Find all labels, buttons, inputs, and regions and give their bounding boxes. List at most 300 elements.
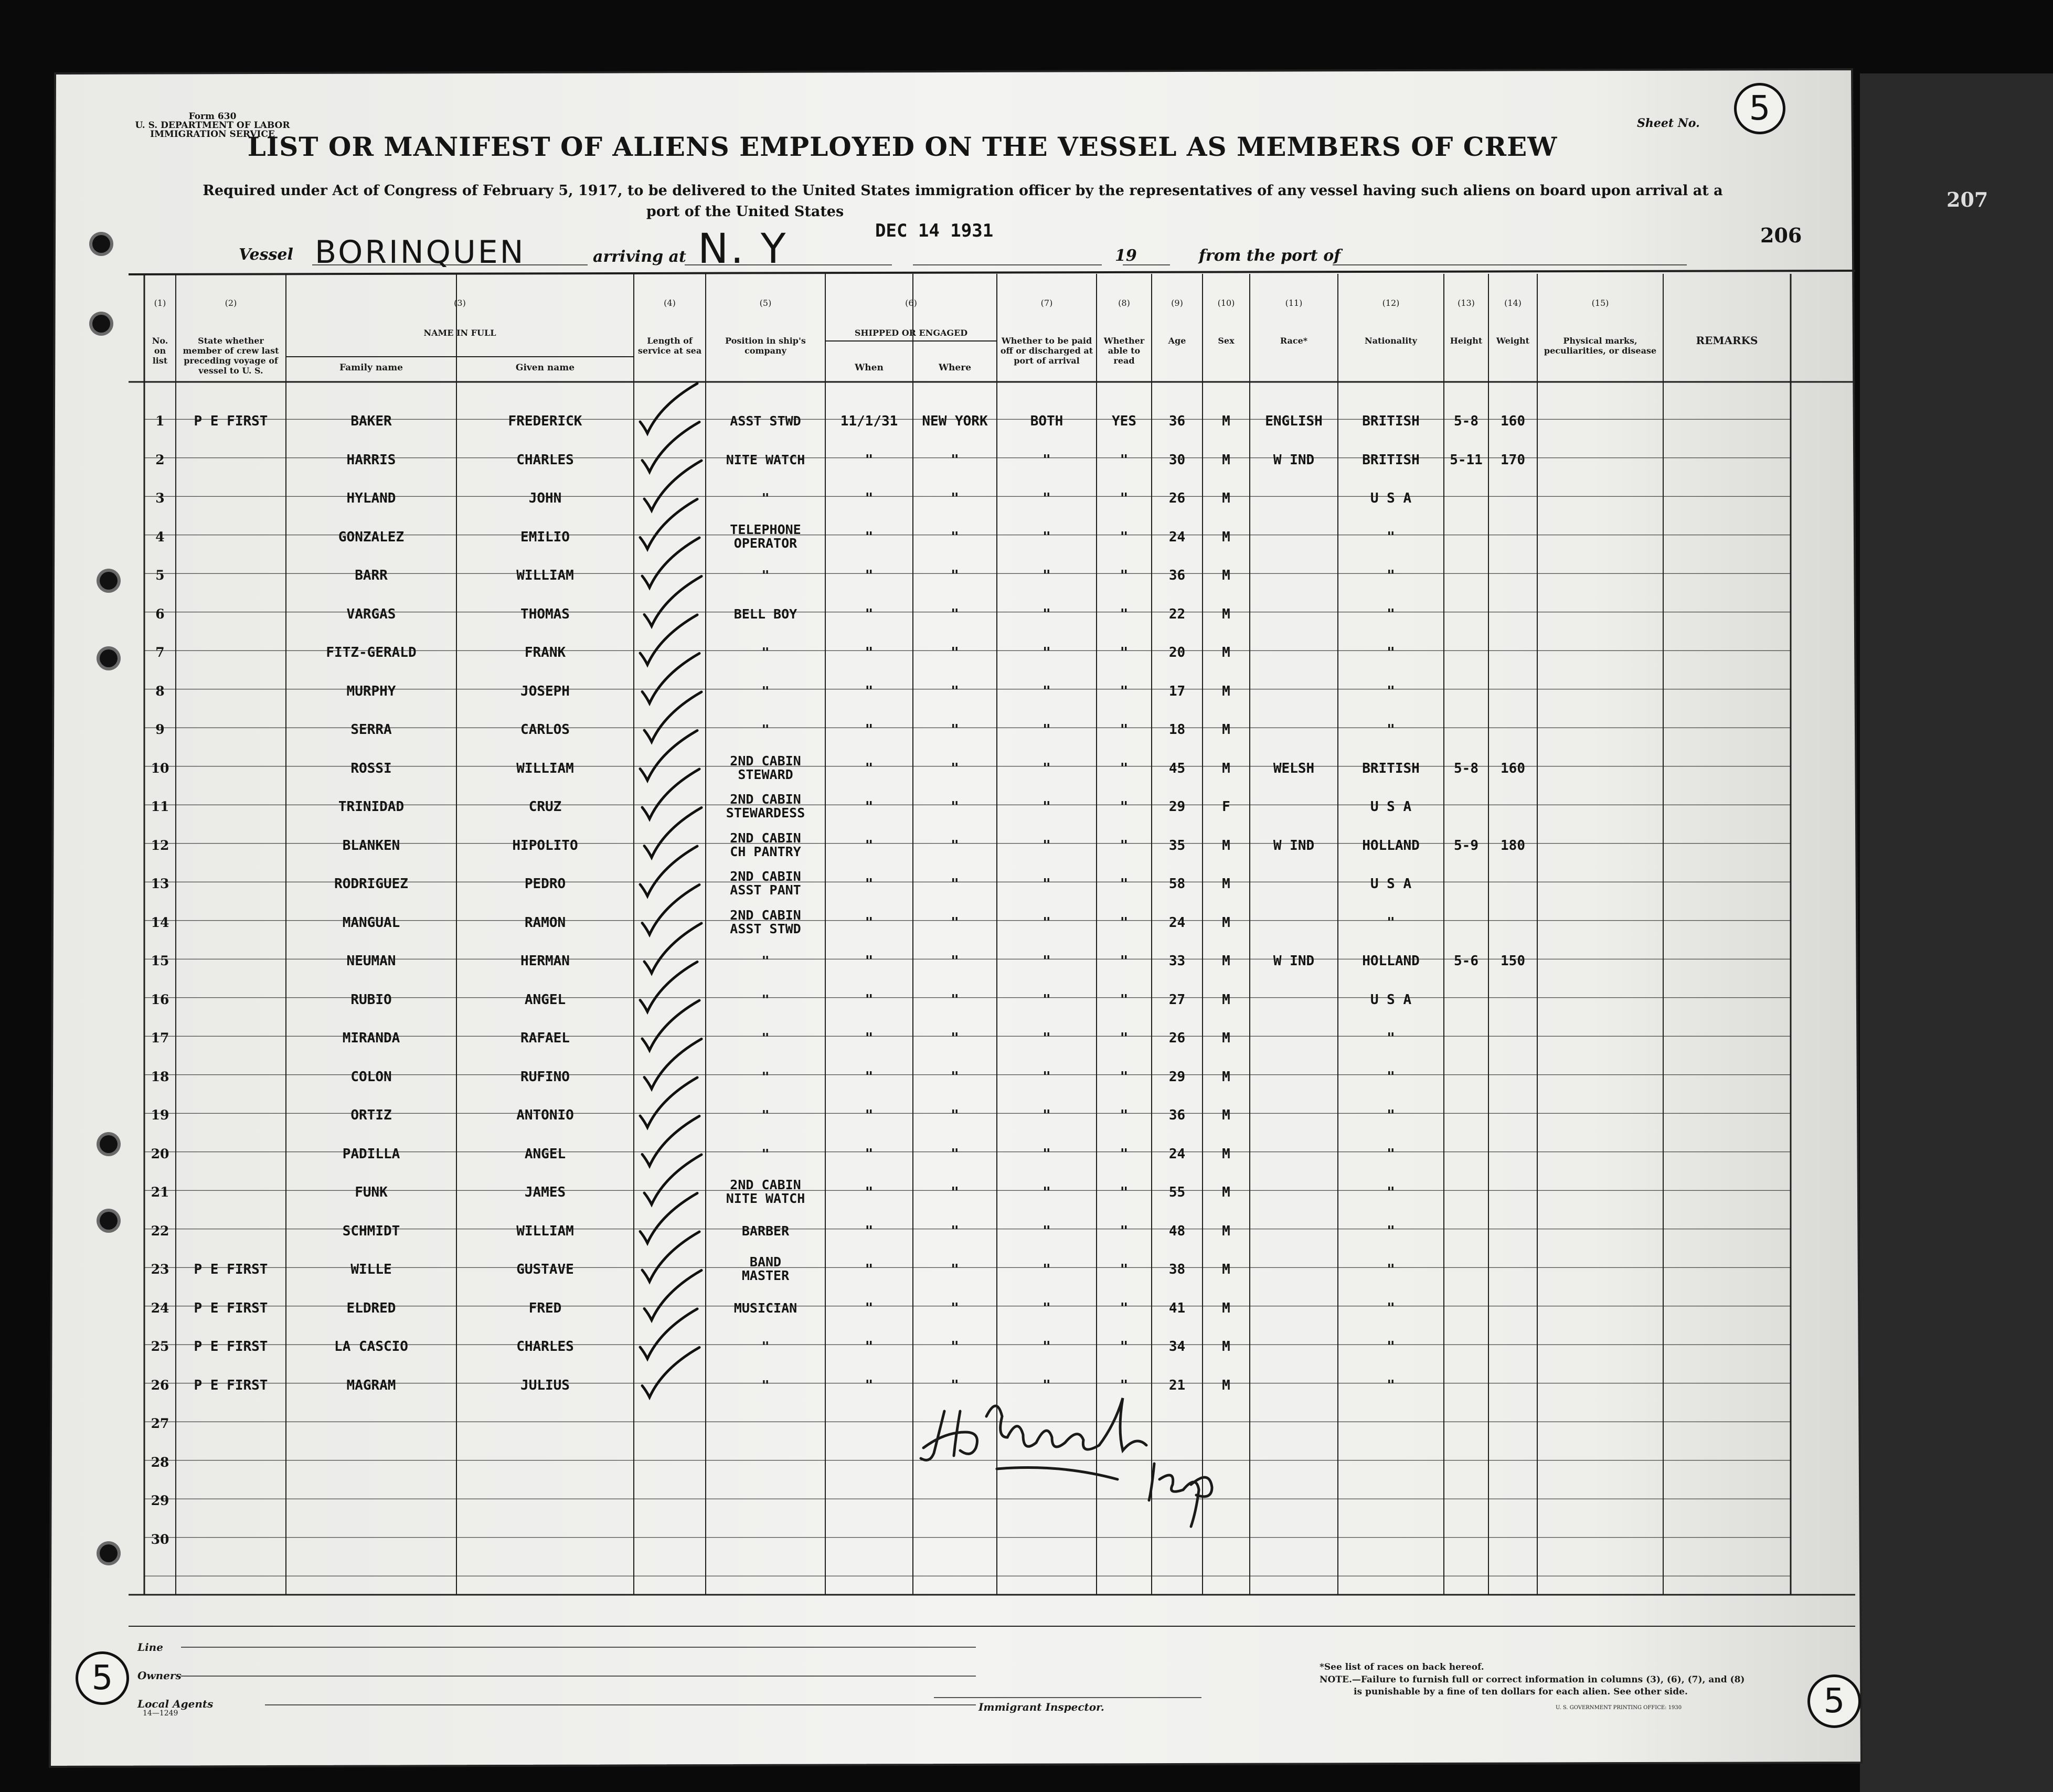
cell-family: HYLAND <box>346 490 396 506</box>
cell-nat: BRITISH <box>1362 452 1420 468</box>
cell-where: " <box>951 722 959 738</box>
cell-read: " <box>1120 1262 1129 1277</box>
cell-position: NITE WATCH <box>726 1191 805 1206</box>
cell-given: JOSEPH <box>520 683 570 699</box>
cell-position: MUSICIAN <box>733 1300 797 1316</box>
cell-nat: " <box>1387 645 1395 660</box>
cell-age: 34 <box>1168 1339 1186 1354</box>
cell-read: " <box>1120 953 1129 969</box>
cell-where: " <box>951 1069 959 1085</box>
cell-nat: " <box>1387 683 1395 699</box>
cell-sex: M <box>1222 1339 1230 1354</box>
cell-where: " <box>951 1339 959 1354</box>
cell-sex: M <box>1222 760 1230 776</box>
cell-nat: " <box>1387 568 1395 583</box>
cell-position: " <box>761 1030 770 1046</box>
cell-age: 24 <box>1168 529 1186 545</box>
cell-read: " <box>1120 991 1129 1008</box>
cell-given: FREDERICK <box>508 413 582 429</box>
cell-no: 13 <box>151 876 169 891</box>
cell-family: GONZALEZ <box>338 529 405 545</box>
sheet-circle-right: 5 <box>1807 1674 1861 1728</box>
cell-no: 20 <box>151 1146 169 1161</box>
cell-when: " <box>865 1339 874 1354</box>
cell-position: STEWARD <box>738 766 793 782</box>
cell-no: 6 <box>155 606 165 622</box>
cell-race: W IND <box>1273 953 1315 969</box>
cell-sex: M <box>1222 529 1230 545</box>
cell-read: " <box>1120 1185 1129 1200</box>
cell-when: " <box>865 991 874 1008</box>
cell-position: 2ND CABIN <box>730 907 801 923</box>
cell-family: MANGUAL <box>342 914 400 931</box>
punch-hole <box>92 235 110 253</box>
cell-no: 16 <box>151 991 169 1007</box>
cell-race: W IND <box>1273 452 1315 468</box>
cell-sex: M <box>1222 991 1230 1008</box>
cell-position: BARBER <box>741 1223 790 1239</box>
column-number: (15) <box>1591 298 1609 308</box>
cell-family: FUNK <box>355 1185 388 1200</box>
right-margin-strip <box>1860 73 2053 1792</box>
cell-nat: HOLLAND <box>1362 953 1420 969</box>
cell-prev: P E FIRST <box>194 413 268 429</box>
cell-age: 26 <box>1168 490 1186 506</box>
cell-paid: " <box>1043 1107 1051 1123</box>
cell-paid: " <box>1043 1377 1051 1393</box>
cell-read: " <box>1120 1339 1129 1354</box>
punch-hole <box>100 649 118 667</box>
cell-paid: " <box>1043 606 1051 622</box>
cell-no: 3 <box>155 490 165 506</box>
cell-when: " <box>865 452 874 468</box>
column-header: REMARKS <box>1696 334 1758 347</box>
cell-age: 24 <box>1168 1146 1186 1162</box>
cell-paid: " <box>1043 1146 1051 1162</box>
cell-paid: " <box>1043 1185 1051 1200</box>
cell-read: " <box>1120 760 1129 776</box>
cell-when: " <box>865 1146 874 1162</box>
cell-family: SERRA <box>350 722 392 738</box>
cell-nat: " <box>1387 1339 1395 1354</box>
cell-nat: " <box>1387 1300 1395 1316</box>
cell-read: " <box>1120 1030 1129 1046</box>
cell-nat: " <box>1387 1107 1395 1123</box>
cell-no: 29 <box>151 1493 169 1508</box>
cell-given: CRUZ <box>528 799 562 815</box>
cell-no: 28 <box>151 1454 169 1470</box>
column-number: (8) <box>1118 298 1130 308</box>
cell-age: 21 <box>1168 1377 1186 1393</box>
cell-height: 5-11 <box>1450 452 1483 468</box>
cell-age: 26 <box>1168 1030 1186 1046</box>
cell-family: ORTIZ <box>350 1107 392 1123</box>
cell-read: " <box>1120 683 1129 699</box>
vessel-label: Vessel <box>239 246 293 264</box>
cell-when: " <box>865 1223 874 1239</box>
cell-family: VARGAS <box>346 606 396 622</box>
cell-no: 25 <box>151 1339 169 1354</box>
column-subheader: When <box>855 362 884 373</box>
cell-sex: M <box>1222 1377 1230 1393</box>
sheet-number: 5 <box>1734 83 1785 134</box>
column-header: Length of service at sea <box>637 336 702 356</box>
service-name: IMMIGRATION SERVICE <box>150 129 275 140</box>
cell-given: EMILIO <box>520 529 570 545</box>
form-subtitle-line1: Required under Act of Congress of February 5, 1917, to be delivered to the United States immigration officer by the representatives of any vessel having such aliens on board upon arrival at a <box>203 183 1723 199</box>
cell-no: 27 <box>151 1416 169 1431</box>
cell-position: " <box>761 568 770 583</box>
cell-position: ASST STWD <box>730 921 801 936</box>
cell-age: 36 <box>1168 1107 1186 1123</box>
column-number: (2) <box>225 298 237 308</box>
column-subheader: Where <box>938 362 972 373</box>
cell-read: " <box>1120 606 1129 622</box>
cell-nat: " <box>1387 914 1395 931</box>
cell-age: 55 <box>1168 1185 1186 1200</box>
cell-sex: M <box>1222 1030 1230 1046</box>
cell-given: RUFINO <box>520 1069 570 1085</box>
cell-age: 33 <box>1168 953 1186 969</box>
cell-nat: " <box>1387 1377 1395 1393</box>
cell-age: 24 <box>1168 914 1186 931</box>
cell-nat: " <box>1387 1069 1395 1085</box>
cell-sex: M <box>1222 413 1230 429</box>
cell-paid: " <box>1043 1223 1051 1239</box>
cell-age: 18 <box>1168 722 1186 738</box>
cell-height: 5-8 <box>1454 760 1478 776</box>
cell-age: 29 <box>1168 799 1186 815</box>
cell-read: " <box>1120 722 1129 738</box>
cell-where: " <box>951 799 959 815</box>
cell-family: MIRANDA <box>342 1030 400 1046</box>
cell-position: " <box>761 490 770 506</box>
cell-sex: M <box>1222 1300 1230 1316</box>
cell-where: " <box>951 683 959 699</box>
cell-position: 2ND CABIN <box>730 792 801 807</box>
cell-given: JOHN <box>528 490 562 506</box>
cell-prev: P E FIRST <box>194 1300 268 1316</box>
sheet-circle-left: 5 <box>76 1651 129 1705</box>
cell-age: 48 <box>1168 1223 1186 1239</box>
cell-read: " <box>1120 1300 1129 1316</box>
cell-given: JAMES <box>524 1185 566 1200</box>
cell-no: 4 <box>155 529 165 545</box>
column-header: NAME IN FULL <box>423 328 496 338</box>
cell-position: CH PANTRY <box>730 844 801 859</box>
cell-read: " <box>1120 529 1129 545</box>
footer-agents-code: 14—1249 <box>143 1709 178 1718</box>
cell-when: " <box>865 1377 874 1393</box>
department-name: U. S. DEPARTMENT OF LABOR <box>135 120 290 131</box>
column-number: (11) <box>1285 298 1303 308</box>
cell-where: " <box>951 760 959 776</box>
cell-no: 18 <box>151 1069 169 1084</box>
cell-nat: " <box>1387 1262 1395 1277</box>
cell-position: STEWARDESS <box>726 805 805 820</box>
cell-paid: " <box>1043 529 1051 545</box>
punch-hole <box>100 572 118 590</box>
column-number: (7) <box>1040 298 1053 308</box>
cell-paid: " <box>1043 683 1051 699</box>
footer-line-label: Line <box>137 1641 163 1654</box>
cell-family: WILLE <box>350 1262 392 1277</box>
cell-when: " <box>865 799 874 815</box>
cell-family: RODRIGUEZ <box>334 876 408 892</box>
cell-nat: " <box>1387 1223 1395 1239</box>
cell-position: ASST STWD <box>730 413 801 429</box>
cell-when: " <box>865 1030 874 1046</box>
form-number: Form 630 <box>188 111 237 122</box>
cell-given: THOMAS <box>520 606 570 622</box>
cell-read: YES <box>1112 413 1136 429</box>
cell-position: " <box>761 645 770 660</box>
column-header: Height <box>1450 336 1483 346</box>
cell-sex: M <box>1222 452 1230 468</box>
cell-where: " <box>951 1146 959 1162</box>
cell-sex: M <box>1222 1185 1230 1200</box>
cell-position: " <box>761 683 770 699</box>
cell-no: 2 <box>155 452 165 467</box>
cell-paid: " <box>1043 722 1051 738</box>
column-header: Whether able to read <box>1103 336 1145 366</box>
cell-prev: P E FIRST <box>194 1262 268 1277</box>
form-subtitle-line2: port of the United States <box>646 204 844 220</box>
cell-position: " <box>761 991 770 1007</box>
cell-read: " <box>1120 1377 1129 1393</box>
cell-given: FRANK <box>524 645 566 660</box>
cell-given: WILLIAM <box>516 568 574 583</box>
cell-no: 12 <box>151 837 169 853</box>
column-number: (10) <box>1217 298 1235 308</box>
cell-position: 2ND CABIN <box>730 830 801 846</box>
cell-given: RAMON <box>524 914 566 931</box>
cell-when: " <box>865 837 874 854</box>
cell-position: NITE WATCH <box>726 452 805 467</box>
column-number: (14) <box>1504 298 1522 308</box>
cell-age: 22 <box>1168 606 1186 622</box>
year-label: 19 <box>1115 247 1137 265</box>
cell-when: " <box>865 683 874 699</box>
cell-no: 8 <box>155 683 165 699</box>
cell-read: " <box>1120 1223 1129 1239</box>
cell-sex: M <box>1222 876 1230 892</box>
cell-position: 2ND CABIN <box>730 1177 801 1192</box>
cell-when: " <box>865 529 874 545</box>
cell-when: " <box>865 1107 874 1123</box>
cell-paid: " <box>1043 914 1051 931</box>
cell-read: " <box>1120 645 1129 660</box>
cell-given: ANGEL <box>524 991 566 1008</box>
column-header: Race* <box>1280 336 1308 346</box>
from-port-label: from the port of <box>1199 247 1341 265</box>
cell-where: " <box>951 529 959 545</box>
cell-when: " <box>865 645 874 660</box>
cell-no: 11 <box>151 799 169 814</box>
cell-no: 5 <box>155 568 165 583</box>
column-number: (4) <box>664 298 676 308</box>
cell-nat: BRITISH <box>1362 413 1420 429</box>
cell-nat: BRITISH <box>1362 760 1420 776</box>
cell-where: " <box>951 1300 959 1316</box>
cell-read: " <box>1120 452 1129 468</box>
cell-given: HIPOLITO <box>512 837 578 854</box>
column-header: Sex <box>1218 336 1235 346</box>
cell-position: " <box>761 1339 770 1354</box>
cell-position: BELL BOY <box>733 606 797 622</box>
cell-family: COLON <box>350 1069 392 1085</box>
column-number: (3) <box>454 298 466 308</box>
cell-where: " <box>951 645 959 660</box>
cell-given: GUSTAVE <box>516 1262 574 1277</box>
cell-position: OPERATOR <box>733 535 797 551</box>
cell-when: " <box>865 606 874 622</box>
cell-read: " <box>1120 799 1129 815</box>
cell-nat: " <box>1387 606 1395 622</box>
cell-sex: M <box>1222 490 1230 506</box>
cell-given: CHARLES <box>516 1339 574 1354</box>
cell-where: " <box>951 1185 959 1200</box>
column-header: Nationality <box>1365 336 1417 346</box>
cell-when: " <box>865 1069 874 1085</box>
cell-where: " <box>951 914 959 931</box>
cell-paid: " <box>1043 1030 1051 1046</box>
cell-where: " <box>951 991 959 1008</box>
cell-where: " <box>951 1377 959 1393</box>
cell-age: 36 <box>1168 413 1186 429</box>
cell-when: " <box>865 568 874 583</box>
cell-when: " <box>865 953 874 969</box>
column-subheader: Given name <box>515 362 575 373</box>
sheet-label: Sheet No. <box>1637 116 1700 130</box>
cell-family: BAKER <box>350 413 392 429</box>
cell-where: " <box>951 1223 959 1239</box>
cell-no: 24 <box>151 1300 169 1316</box>
cell-when: 11/1/31 <box>840 413 898 429</box>
cell-prev: P E FIRST <box>194 1339 268 1354</box>
cell-no: 7 <box>155 645 165 660</box>
cell-paid: " <box>1043 1069 1051 1085</box>
cell-paid: " <box>1043 568 1051 583</box>
cell-paid: " <box>1043 991 1051 1008</box>
column-header: Age <box>1168 336 1186 346</box>
cell-where: " <box>951 837 959 854</box>
cell-sex: M <box>1222 568 1230 583</box>
cell-family: HARRIS <box>346 452 396 468</box>
column-header: No. on list <box>152 336 168 366</box>
cell-when: " <box>865 1300 874 1316</box>
cell-height: 5-6 <box>1454 953 1478 969</box>
cell-family: LA CASCIO <box>334 1339 408 1354</box>
column-header: Physical marks, peculiarities, or disease <box>1544 336 1657 356</box>
stamp-page-207: 207 <box>1946 188 1988 211</box>
vessel-name: BORINQUEN <box>315 234 526 271</box>
column-number: (13) <box>1458 298 1475 308</box>
cell-sex: M <box>1222 1262 1230 1277</box>
cell-paid: " <box>1043 837 1051 854</box>
cell-read: " <box>1120 837 1129 854</box>
cell-nat: U S A <box>1370 991 1412 1008</box>
cell-age: 58 <box>1168 876 1186 892</box>
cell-weight: 170 <box>1501 452 1525 468</box>
cell-no: 1 <box>155 413 165 429</box>
cell-where: " <box>951 1107 959 1123</box>
cell-weight: 150 <box>1501 953 1525 969</box>
punch-hole <box>92 315 110 333</box>
footer-owners-label: Owners <box>137 1669 182 1682</box>
cell-given: WILLIAM <box>516 760 574 776</box>
cell-nat: U S A <box>1370 876 1412 892</box>
cell-age: 38 <box>1168 1262 1186 1277</box>
footer-note-races: *See list of races on back hereof. <box>1320 1662 1484 1672</box>
cell-where: " <box>951 876 959 892</box>
cell-position: " <box>761 722 770 737</box>
cell-position: ASST PANT <box>730 882 801 898</box>
cell-race: ENGLISH <box>1265 413 1323 429</box>
cell-race: W IND <box>1273 837 1315 854</box>
cell-nat: " <box>1387 529 1395 545</box>
cell-age: 27 <box>1168 991 1186 1008</box>
cell-weight: 160 <box>1501 760 1525 776</box>
cell-position: TELEPHONE <box>730 521 801 537</box>
cell-sex: M <box>1222 1107 1230 1123</box>
cell-nat: " <box>1387 722 1395 738</box>
column-header: State whether member of crew last preceding voyage of vessel to U. S. <box>183 336 279 376</box>
cell-sex: M <box>1222 914 1230 931</box>
cell-age: 41 <box>1168 1300 1186 1316</box>
cell-position: " <box>761 1377 770 1393</box>
column-header: Position in ship's company <box>725 336 806 356</box>
cell-nat: " <box>1387 1146 1395 1162</box>
cell-paid: " <box>1043 490 1051 506</box>
cell-read: " <box>1120 1107 1129 1123</box>
cell-when: " <box>865 722 874 738</box>
cell-weight: 160 <box>1501 413 1525 429</box>
cell-given: JULIUS <box>520 1377 570 1393</box>
cell-no: 30 <box>151 1531 169 1547</box>
column-subheader: Family name <box>339 362 403 373</box>
cell-position: " <box>761 1107 770 1123</box>
cell-prev: P E FIRST <box>194 1377 268 1393</box>
cell-read: " <box>1120 876 1129 892</box>
cell-given: CHARLES <box>516 452 574 468</box>
cell-paid: " <box>1043 645 1051 660</box>
cell-age: 36 <box>1168 568 1186 583</box>
cell-read: " <box>1120 1069 1129 1085</box>
cell-family: ELDRED <box>346 1300 396 1316</box>
cell-where: " <box>951 1030 959 1046</box>
cell-family: FITZ-GERALD <box>326 645 417 660</box>
cell-given: ANGEL <box>524 1146 566 1162</box>
cell-paid: " <box>1043 452 1051 468</box>
column-number: (6) <box>905 298 917 308</box>
cell-when: " <box>865 876 874 892</box>
cell-nat: U S A <box>1370 799 1412 815</box>
cell-position: " <box>761 1069 770 1084</box>
cell-no: 15 <box>151 953 169 968</box>
cell-position: " <box>761 953 770 968</box>
cell-age: 29 <box>1168 1069 1186 1085</box>
cell-no: 19 <box>151 1107 169 1123</box>
footer-note-penalty-cont: is punishable by a fine of ten dollars for each alien. See other side. <box>1354 1687 1688 1697</box>
cell-sex: M <box>1222 1069 1230 1085</box>
inspector-label: Immigrant Inspector. <box>978 1701 1104 1713</box>
cell-where: " <box>951 606 959 622</box>
cell-given: ANTONIO <box>516 1107 574 1123</box>
cell-position: 2ND CABIN <box>730 869 801 884</box>
cell-age: 20 <box>1168 645 1186 660</box>
cell-no: 14 <box>151 914 169 930</box>
